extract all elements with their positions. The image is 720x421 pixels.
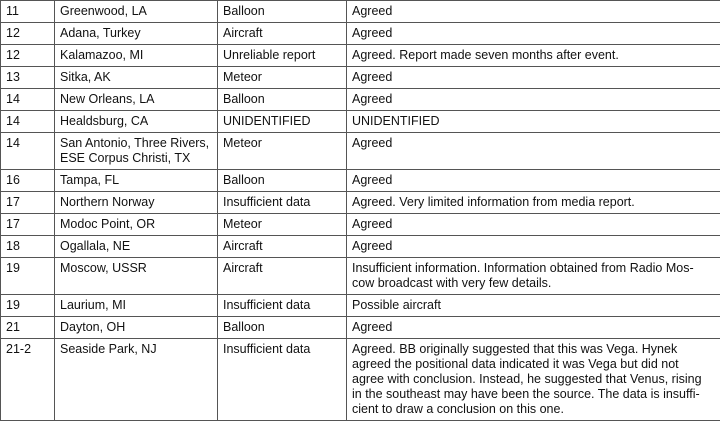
location-cell: Adana, Turkey	[55, 23, 218, 45]
date-cell: 21	[1, 317, 55, 339]
comment-cell: Agreed. BB originally suggested that this was Vega. Hynek agreed the positional data indicated it was Vega but did not agree with conclusion. Instead, he suggested that Venus, rising in the southeast may have been the source. The data is insuffi- cient to draw a conclusion on this one.	[347, 339, 720, 421]
comment-cell: Agreed	[347, 67, 720, 89]
evaluation-cell: Balloon	[218, 89, 347, 111]
table-row	[1, 1, 720, 23]
location-cell: Greenwood, LA	[55, 1, 218, 23]
table-row	[1, 258, 720, 295]
comment-cell: Agreed	[347, 236, 720, 258]
table-row	[1, 295, 720, 317]
comment-cell: Agreed	[347, 1, 720, 23]
evaluation-cell: Meteor	[218, 214, 347, 236]
evaluation-cell: Unreliable report	[218, 45, 347, 67]
date-cell: 21-2	[1, 339, 55, 421]
table-row	[1, 339, 720, 421]
table-row	[1, 89, 720, 111]
comment-cell: Agreed. Very limited information from media report.	[347, 192, 720, 214]
comment-cell: Agreed	[347, 89, 720, 111]
location-cell: Laurium, MI	[55, 295, 218, 317]
table-row	[1, 214, 720, 236]
evaluation-cell: Insufficient data	[218, 192, 347, 214]
location-cell: Healdsburg, CA	[55, 111, 218, 133]
evaluation-cell: UNIDENTIFIED	[218, 111, 347, 133]
comment-cell: Agreed	[347, 133, 720, 170]
date-cell: 12	[1, 23, 55, 45]
location-cell: New Orleans, LA	[55, 89, 218, 111]
location-cell: Moscow, USSR	[55, 258, 218, 295]
evaluation-cell: Balloon	[218, 170, 347, 192]
evaluation-cell: Aircraft	[218, 258, 347, 295]
date-cell: 14	[1, 111, 55, 133]
date-cell: 11	[1, 1, 55, 23]
table-row	[1, 111, 720, 133]
evaluation-cell: Balloon	[218, 317, 347, 339]
table-row	[1, 317, 720, 339]
table-row	[1, 45, 720, 67]
table-row	[1, 170, 720, 192]
location-cell: Modoc Point, OR	[55, 214, 218, 236]
evaluation-cell: Meteor	[218, 133, 347, 170]
location-cell: Northern Norway	[55, 192, 218, 214]
location-cell: Dayton, OH	[55, 317, 218, 339]
comment-cell: Insufficient information. Information obtained from Radio Mos- cow broadcast with very few details.	[347, 258, 720, 295]
date-cell: 13	[1, 67, 55, 89]
evaluation-cell: Aircraft	[218, 236, 347, 258]
date-cell: 16	[1, 170, 55, 192]
location-cell: Seaside Park, NJ	[55, 339, 218, 421]
date-cell: 17	[1, 214, 55, 236]
comment-cell: Agreed	[347, 317, 720, 339]
comment-cell: Agreed	[347, 214, 720, 236]
location-cell: San Antonio, Three Rivers, ESE Corpus Christi, TX	[55, 133, 218, 170]
comment-cell: UNIDENTIFIED	[347, 111, 720, 133]
comment-cell: Possible aircraft	[347, 295, 720, 317]
date-cell: 19	[1, 258, 55, 295]
location-cell: Ogallala, NE	[55, 236, 218, 258]
location-cell: Kalamazoo, MI	[55, 45, 218, 67]
evaluation-cell: Meteor	[218, 67, 347, 89]
table-row	[1, 67, 720, 89]
location-cell: Tampa, FL	[55, 170, 218, 192]
date-cell: 12	[1, 45, 55, 67]
comment-cell: Agreed. Report made seven months after event.	[347, 45, 720, 67]
evaluation-cell: Aircraft	[218, 23, 347, 45]
sightings-table-body	[1, 1, 720, 421]
comment-cell: Agreed	[347, 23, 720, 45]
date-cell: 14	[1, 133, 55, 170]
date-cell: 17	[1, 192, 55, 214]
date-cell: 14	[1, 89, 55, 111]
table-row	[1, 133, 720, 170]
location-cell: Sitka, AK	[55, 67, 218, 89]
evaluation-cell: Insufficient data	[218, 339, 347, 421]
table-row	[1, 23, 720, 45]
date-cell: 19	[1, 295, 55, 317]
evaluation-cell: Balloon	[218, 1, 347, 23]
table-row	[1, 192, 720, 214]
table-row	[1, 236, 720, 258]
evaluation-cell: Insufficient data	[218, 295, 347, 317]
date-cell: 18	[1, 236, 55, 258]
comment-cell: Agreed	[347, 170, 720, 192]
